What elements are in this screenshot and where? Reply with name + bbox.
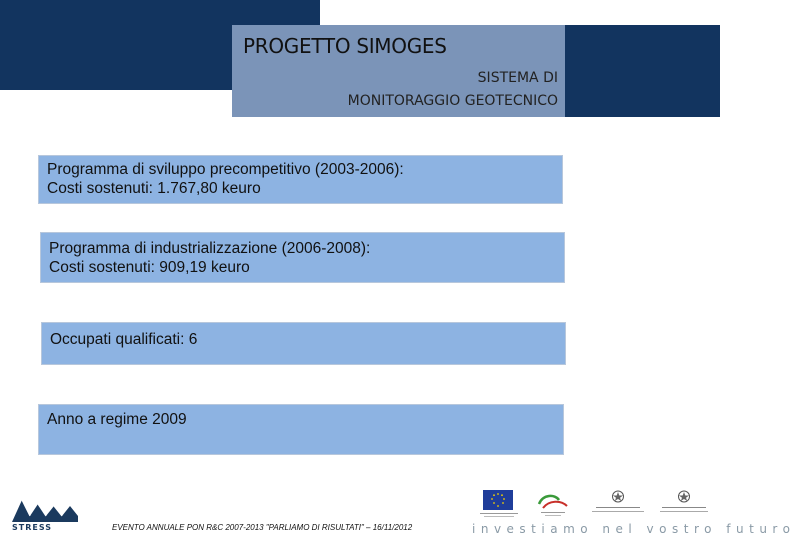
page-title: PROGETTO SIMOGES	[243, 34, 447, 58]
eu-caption-decoration	[476, 512, 522, 518]
title-block	[232, 25, 565, 117]
info-box-line: Occupati qualificati: 6	[50, 331, 198, 348]
ministry-emblem-icon	[678, 490, 690, 503]
info-box-line: Costi sostenuti: 909,19 keuro	[49, 259, 250, 276]
info-box-line: Programma di sviluppo precompetitivo (2003-2006):	[47, 161, 404, 178]
italia-logo-icon	[533, 490, 573, 518]
slogan-text: investiamo nel vostro futuro	[472, 522, 795, 536]
info-box-industrialization	[40, 232, 565, 283]
eu-flag-icon	[483, 490, 513, 510]
info-box-line: Costi sostenuti: 1.767,80 keuro	[47, 180, 261, 197]
ministry-caption-decoration	[656, 506, 712, 516]
ministry-logo	[656, 490, 712, 518]
subtitle-line-1: SISTEMA DI	[477, 70, 558, 86]
subtitle-line-2: MONITORAGGIO GEOTECNICO	[347, 93, 558, 109]
event-caption: EVENTO ANNUALE PON R&C 2007-2013 "PARLIAMO DI RISULTATI" – 16/11/2012	[112, 523, 413, 532]
info-box-employees	[41, 322, 566, 365]
info-box-precompetitive	[38, 155, 563, 204]
ministry-caption-decoration	[590, 506, 646, 516]
page-subtitle	[258, 67, 558, 113]
ministry-logo	[590, 490, 646, 518]
header-right-band	[564, 25, 720, 117]
info-box-regime-year	[38, 404, 564, 455]
ministry-emblem-icon	[612, 490, 624, 503]
info-box-line: Anno a regime 2009	[47, 411, 187, 428]
info-box-line: Programma di industrializzazione (2006-2008):	[49, 240, 371, 257]
stress-logo-text: STRESS	[12, 523, 53, 532]
